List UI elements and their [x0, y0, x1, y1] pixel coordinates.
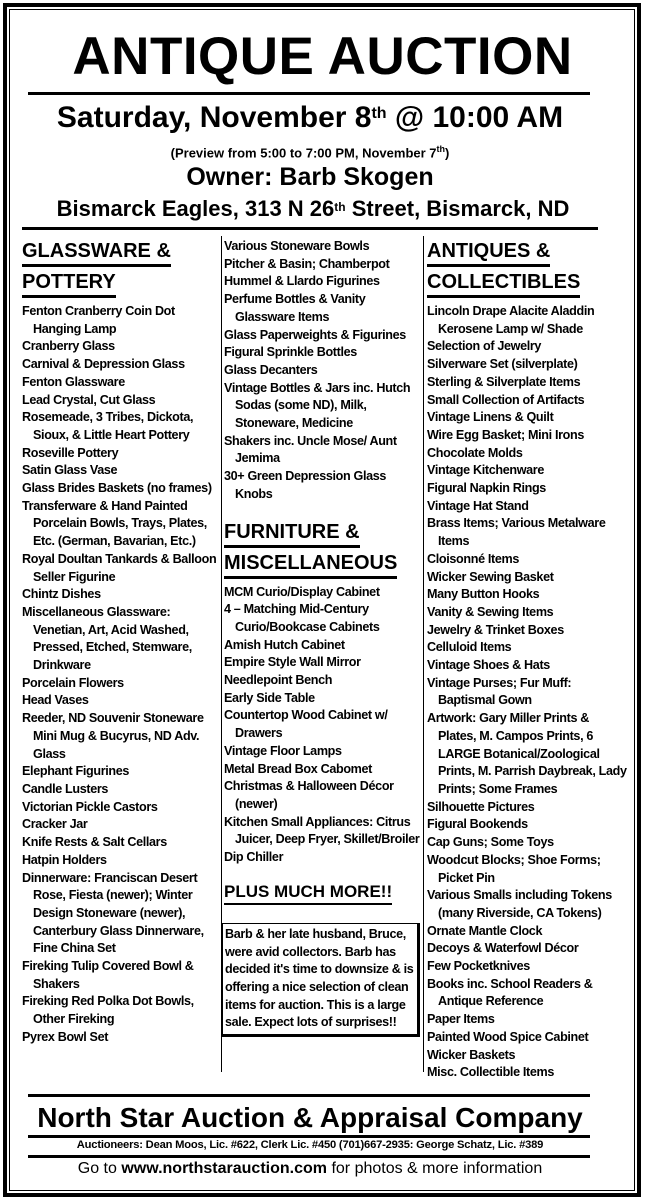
goto-text: Go to [77, 1160, 122, 1177]
list-item: Decoys & Waterfowl Décor [427, 941, 579, 956]
list-item: Various Smalls including Tokens (many Riverside, CA Tokens) [427, 888, 612, 920]
date-suffix: th [371, 105, 387, 122]
list-item: Fenton Cranberry Coin Dot Hanging Lamp [22, 304, 175, 336]
list-item: Glass Paperweights & Figurines [224, 327, 406, 342]
list-item: Chintz Dishes [22, 587, 101, 602]
list-item: Sterling & Silverplate Items [427, 374, 581, 389]
preview-suffix: th [436, 144, 446, 154]
list-item: Christmas & Halloween Décor (newer) [224, 779, 394, 811]
list-item: Fireking Tulip Covered Bowl & Shakers [22, 959, 194, 991]
glassware-heading: POTTERY [22, 269, 116, 298]
list-item: Miscellaneous Glassware: Venetian, Art, Acid Washed, Pressed, Etched, Stemware, Drinkware [22, 604, 192, 673]
list-item: Satin Glass Vase [22, 463, 118, 478]
list-item: Candle Lusters [22, 781, 109, 796]
list-item: Chocolate Molds [427, 445, 523, 460]
list-item: Amish Hutch Cabinet [224, 637, 345, 652]
list-item: Knife Rests & Salt Cellars [22, 835, 167, 850]
list-item: Empire Style Wall Mirror [224, 655, 361, 670]
list-item: Vintage Kitchenware [427, 463, 544, 478]
list-item: Wire Egg Basket; Mini Irons [427, 427, 584, 442]
list-item: Few Pocketknives [427, 959, 530, 974]
list-item: Artwork: Gary Miller Prints & Plates, M. Campos Prints, 6 LARGE Botanical/Zoological Prints, M. Parrish Daybreak, Lady Prints; Some Frames [427, 711, 627, 796]
glassware-heading: GLASSWARE & [22, 238, 171, 267]
list-item: Wicker Sewing Basket [427, 569, 554, 584]
list-item: Royal Doultan Tankards & Balloon Seller Figurine [22, 551, 217, 584]
preview-close: ) [445, 145, 450, 161]
list-item: Wicker Baskets [427, 1047, 516, 1062]
list-item: Head Vases [22, 693, 89, 708]
auction-date [0, 98, 620, 138]
glassware-column [22, 238, 220, 1047]
auctioneers-info: Auctioneers: Dean Moos, Lic. #622, Clerk Lic. #450 (701)667-2935: George Schatz, Lic. #389 [76, 1139, 544, 1151]
list-item: Vintage Shoes & Hats [427, 658, 550, 673]
venue-text: Bismarck Eagles, 313 N 26 [56, 196, 335, 221]
date-text: Saturday, November 8 [56, 101, 372, 134]
company-name: North Star Auction & Appraisal Company [37, 1102, 583, 1133]
list-item: Dip Chiller [224, 850, 284, 865]
list-item: Rosemeade, 3 Tribes, Dickota, Sioux, & Little Heart Pottery [22, 410, 194, 442]
list-item: Lincoln Drape Alacite Aladdin Kerosene Lamp w/ Shade [427, 304, 595, 336]
list-item: Vanity & Sewing Items [427, 604, 554, 619]
list-item: Pyrex Bowl Set [22, 1029, 109, 1044]
list-item: Perfume Bottles & Vanity Glassware Items [224, 292, 366, 324]
venue-text-2: Street, Bismarck, ND [345, 196, 570, 221]
list-item: Reeder, ND Souvenir Stoneware Mini Mug & Bucyrus, ND Adv. Glass [22, 711, 204, 761]
list-item: Many Button Hooks [427, 587, 540, 602]
list-item: Cap Guns; Some Toys [427, 835, 554, 850]
list-item: Dinnerware: Franciscan Desert Rose, Fiesta (newer); Winter Design Stoneware (newer), Canterbury Glass Dinnerware, Fine China Set [22, 870, 204, 956]
list-item: Porcelain Flowers [22, 675, 124, 690]
owner-note-box: Barb & her late husband, Bruce, were avid collectors. Barb has decided it's time to downsize & is offering a nice selection of clean items for auction. This is a large sale. Expect lots of surprises!! [222, 923, 420, 1037]
list-item: Vintage Purses; Fur Muff: Baptismal Gown [427, 675, 572, 708]
venue [0, 194, 626, 224]
list-item: Fenton Glassware [22, 374, 125, 389]
website-link[interactable]: www.northstarauction.com [121, 1160, 327, 1177]
list-item: Needlepoint Bench [224, 673, 333, 688]
list-item: Roseville Pottery [22, 445, 119, 460]
antiques-heading: COLLECTIBLES [427, 269, 580, 298]
list-item: Books inc. School Readers & Antique Reference [427, 976, 593, 1009]
list-item: Vintage Floor Lamps [224, 743, 342, 758]
list-item: Various Stoneware Bowls [224, 239, 370, 253]
preview-info [0, 140, 620, 162]
list-item: Victorian Pickle Castors [22, 799, 158, 814]
list-item: Figural Sprinkle Bottles [224, 345, 357, 360]
venue-suffix: th [334, 200, 346, 214]
date-time: @ 10:00 AM [386, 101, 564, 134]
list-item: Painted Wood Spice Cabinet [427, 1029, 589, 1044]
divider [28, 1094, 590, 1097]
list-item: Shakers inc. Uncle Mose/ Aunt Jemima [224, 433, 397, 466]
list-item: 30+ Green Depression Glass Knobs [224, 469, 387, 501]
list-item: Cranberry Glass [22, 339, 115, 354]
website-line [0, 1158, 620, 1180]
list-item: Vintage Linens & Quilt [427, 410, 554, 425]
list-item: Transferware & Hand Painted Porcelain Bowls, Trays, Plates, Etc. (German, Bavarian, Etc.) [22, 498, 207, 549]
list-item: Pitcher & Basin; Chamberpot [224, 256, 390, 271]
list-item: Ornate Mantle Clock [427, 923, 543, 938]
list-item: Hatpin Holders [22, 852, 107, 867]
list-item: Misc. Collectible Items [427, 1065, 555, 1080]
goto-text-2: for photos & more information [327, 1160, 543, 1177]
list-item: Woodcut Blocks; Shoe Forms; Picket Pin [427, 852, 601, 885]
list-item: Glass Brides Baskets (no frames) [22, 481, 212, 496]
list-item: 4 – Matching Mid-Century Curio/Bookcase Cabinets [224, 602, 380, 634]
list-item: Hummel & Llardo Figurines [224, 274, 380, 289]
divider [22, 227, 598, 230]
list-item: Cloisonné Items [427, 551, 520, 566]
owner: Owner: Barb Skogen [186, 163, 434, 191]
antiques-column [427, 238, 627, 1082]
list-item: Paper Items [427, 1012, 495, 1027]
list-item: Elephant Figurines [22, 764, 130, 779]
list-item: Fireking Red Polka Dot Bowls, Other Fireking [22, 994, 194, 1027]
list-item: Figural Bookends [427, 817, 528, 832]
list-item: Kitchen Small Appliances: Citrus Juicer, Deep Fryer, Skillet/Broiler [224, 814, 420, 847]
divider [28, 92, 590, 95]
list-item: Silhouette Pictures [427, 799, 535, 814]
list-item: Metal Bread Box Cabomet [224, 761, 373, 776]
list-item: Jewelry & Trinket Boxes [427, 622, 564, 637]
list-item: Vintage Bottles & Jars inc. Hutch Sodas (some ND), Milk, Stoneware, Medicine [224, 380, 411, 431]
furniture-heading: FURNITURE & [224, 519, 360, 548]
middle-column [224, 238, 422, 1037]
list-item: Brass Items; Various Metalware Items [427, 516, 606, 549]
preview-text: (Preview from 5:00 to 7:00 PM, November 7 [170, 145, 437, 161]
list-item: MCM Curio/Display Cabinet [224, 584, 380, 599]
plus-much-more: PLUS MUCH MORE!! [224, 881, 392, 905]
list-item: Cracker Jar [22, 817, 88, 832]
list-item: Early Side Table [224, 690, 315, 705]
list-item: Lead Crystal, Cut Glass [22, 392, 156, 407]
list-item: Vintage Hat Stand [427, 498, 529, 513]
list-item: Figural Napkin Rings [427, 481, 546, 496]
list-item: Small Collection of Artifacts [427, 392, 585, 407]
column-divider [423, 236, 424, 1072]
antiques-heading: ANTIQUES & [427, 238, 550, 267]
furniture-heading: MISCELLANEOUS [224, 550, 397, 579]
list-item: Celluloid Items [427, 640, 512, 655]
list-item: Selection of Jewelry [427, 339, 542, 354]
list-item: Carnival & Depression Glass [22, 357, 185, 372]
list-item: Glass Decanters [224, 362, 318, 377]
list-item: Countertop Wood Cabinet w/ Drawers [224, 708, 388, 741]
ad-title: ANTIQUE AUCTION [72, 27, 573, 86]
list-item: Silverware Set (silverplate) [427, 357, 578, 372]
